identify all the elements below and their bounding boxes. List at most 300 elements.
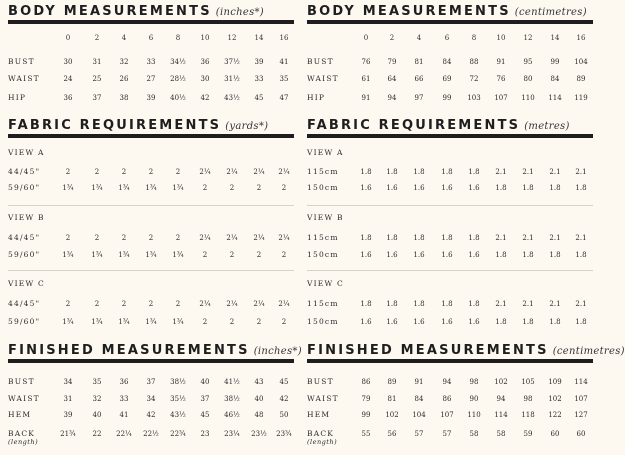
- table-cell: 2: [121, 234, 127, 242]
- table-cell: 40: [200, 378, 210, 386]
- table-cell: 38½: [170, 378, 186, 386]
- table-cell: 1.8: [360, 234, 372, 242]
- table-cell: 1.6: [360, 184, 372, 192]
- table-cell: 2.1: [575, 168, 587, 176]
- table-cell: 39: [146, 94, 156, 102]
- fabric-requirements-title: [307, 118, 570, 133]
- table-cell: 79: [361, 395, 371, 403]
- table-cell: 2: [256, 318, 262, 326]
- table-cell: 2¼: [226, 300, 238, 308]
- size-header: 0: [363, 34, 369, 42]
- table-cell: 103: [467, 94, 481, 102]
- table-cell: 48: [254, 411, 264, 419]
- body-measurements-title: [8, 4, 264, 19]
- table-cell: 2: [256, 184, 262, 192]
- table-cell: 26: [119, 75, 129, 83]
- table-cell: 37: [200, 395, 210, 403]
- finished-row-waist: [8, 392, 294, 406]
- table-cell: 43: [254, 378, 264, 386]
- table-cell: 36: [200, 58, 210, 66]
- table-cell: 36: [119, 378, 129, 386]
- table-cell: 43½: [170, 411, 186, 419]
- table-cell: 1¾: [118, 318, 130, 326]
- table-cell: 42: [279, 395, 289, 403]
- table-cell: 91: [496, 58, 506, 66]
- table-cell: 57: [414, 430, 424, 438]
- table-cell: 94: [496, 395, 506, 403]
- table-cell: 1.6: [468, 251, 480, 259]
- table-cell: 31: [63, 395, 73, 403]
- table-cell: 64: [387, 75, 397, 83]
- table-cell: 2.1: [575, 300, 587, 308]
- size-header: 4: [121, 34, 127, 42]
- table-cell: 2¼: [199, 168, 211, 176]
- table-cell: 41: [279, 58, 289, 66]
- table-cell: 99: [442, 94, 452, 102]
- table-cell: 81: [414, 58, 424, 66]
- table-cell: 102: [494, 378, 508, 386]
- table-cell: 2: [65, 168, 71, 176]
- table-cell: 21¾: [60, 430, 76, 438]
- view-label: VIEW B: [8, 213, 45, 222]
- table-cell: 104: [574, 58, 588, 66]
- table-cell: 33: [146, 58, 156, 66]
- row-label-text: 115cm: [307, 167, 339, 176]
- view-divider: [8, 205, 294, 206]
- row-label-text: HIP: [307, 93, 326, 102]
- fabric-requirements-unit: (metres): [524, 121, 570, 132]
- size-header: 4: [416, 34, 422, 42]
- table-cell: 1.6: [360, 251, 372, 259]
- table-cell: 40½: [170, 94, 186, 102]
- table-cell: 1.6: [441, 318, 453, 326]
- fabric-row: [8, 165, 294, 179]
- table-cell: 109: [548, 378, 562, 386]
- table-cell: 39: [254, 58, 264, 66]
- table-cell: 114: [574, 378, 588, 386]
- table-cell: 41½: [224, 378, 240, 386]
- table-cell: 2: [229, 184, 235, 192]
- table-cell: 2.1: [549, 168, 561, 176]
- row-label-text: BACK: [8, 429, 36, 438]
- table-cell: 2: [229, 318, 235, 326]
- table-cell: 2¼: [226, 168, 238, 176]
- table-cell: 37: [146, 378, 156, 386]
- table-cell: 30: [200, 75, 210, 83]
- table-cell: 2.1: [549, 300, 561, 308]
- table-cell: 1.6: [468, 318, 480, 326]
- fabric-row: [8, 248, 294, 262]
- row-label: [8, 231, 40, 245]
- table-cell: 2: [121, 168, 127, 176]
- table-cell: 1¾: [62, 184, 74, 192]
- table-cell: 33: [119, 395, 129, 403]
- finished-measurements-heading: FINISHED MEASUREMENTS: [8, 343, 250, 358]
- row-label-sub: (length): [307, 438, 338, 446]
- body-measurements-unit: (centimetres): [514, 7, 587, 18]
- body-row-waist: [8, 72, 294, 86]
- table-cell: 34: [146, 395, 156, 403]
- table-cell: 58: [496, 430, 506, 438]
- fabric-requirements-unit: (yards*): [225, 121, 269, 132]
- table-cell: 1.6: [360, 318, 372, 326]
- table-cell: 1.8: [522, 251, 534, 259]
- row-label-text: BUST: [307, 57, 334, 66]
- table-cell: 94: [442, 378, 452, 386]
- table-cell: 1.6: [441, 251, 453, 259]
- table-cell: 2: [281, 251, 287, 259]
- view-label: VIEW A: [8, 148, 45, 157]
- table-cell: 1.6: [386, 184, 398, 192]
- row-label: [307, 408, 330, 422]
- table-cell: 1.6: [413, 184, 425, 192]
- row-label: [8, 181, 40, 195]
- table-cell: 36: [63, 94, 73, 102]
- table-cell: 119: [574, 94, 588, 102]
- table-cell: 127: [574, 411, 588, 419]
- table-cell: 2: [148, 300, 154, 308]
- table-cell: 102: [548, 395, 562, 403]
- table-cell: 1.8: [360, 300, 372, 308]
- table-cell: 1.8: [441, 168, 453, 176]
- table-cell: 1.8: [468, 234, 480, 242]
- table-cell: 1.6: [386, 318, 398, 326]
- row-label-text: 150cm: [307, 183, 339, 192]
- table-cell: 1¾: [145, 184, 157, 192]
- body-measurements-rule: [8, 20, 294, 24]
- size-header: 16: [576, 34, 586, 42]
- table-cell: 2: [94, 168, 100, 176]
- table-cell: 84: [550, 75, 560, 83]
- table-cell: 46½: [224, 411, 240, 419]
- table-cell: 2.1: [522, 168, 534, 176]
- table-cell: 2.1: [549, 234, 561, 242]
- table-cell: 2.1: [522, 234, 534, 242]
- size-header: 14: [254, 34, 264, 42]
- table-cell: 1.8: [413, 234, 425, 242]
- table-cell: 2: [175, 300, 181, 308]
- row-label: [8, 91, 26, 105]
- table-cell: 23¾: [276, 430, 292, 438]
- table-cell: 110: [521, 94, 535, 102]
- table-cell: 2: [65, 234, 71, 242]
- row-label: [8, 408, 31, 422]
- table-cell: 2: [202, 184, 208, 192]
- table-cell: 76: [361, 58, 371, 66]
- table-cell: 2: [94, 234, 100, 242]
- table-cell: 2: [94, 300, 100, 308]
- row-label: [307, 297, 339, 311]
- table-cell: 1.8: [495, 251, 507, 259]
- view-divider: [8, 270, 294, 271]
- table-cell: 2: [229, 251, 235, 259]
- size-header: 14: [550, 34, 560, 42]
- table-cell: 22¾: [170, 430, 186, 438]
- row-label: [8, 55, 35, 69]
- finished-measurements-rule: [8, 359, 294, 363]
- table-cell: 91: [414, 378, 424, 386]
- table-cell: 1.8: [549, 184, 561, 192]
- table-cell: 2: [175, 168, 181, 176]
- table-cell: 1.8: [441, 234, 453, 242]
- finished-row-back: [307, 427, 593, 446]
- table-cell: 39: [63, 411, 73, 419]
- row-label-text: HIP: [8, 93, 27, 102]
- row-label: [307, 72, 339, 86]
- table-cell: 1¾: [91, 251, 103, 259]
- table-cell: 89: [576, 75, 586, 83]
- table-cell: 76: [496, 75, 506, 83]
- table-cell: 81: [387, 395, 397, 403]
- fabric-requirements-heading: FABRIC REQUIREMENTS: [8, 118, 222, 133]
- table-cell: 45: [254, 94, 264, 102]
- table-cell: 86: [442, 395, 452, 403]
- body-row-hip: [8, 91, 294, 105]
- row-label-text: 115cm: [307, 233, 339, 242]
- row-label-text: 59/60": [8, 183, 41, 192]
- table-cell: 35: [92, 378, 102, 386]
- table-cell: 2: [202, 251, 208, 259]
- size-header: 8: [471, 34, 477, 42]
- table-cell: 1.8: [386, 168, 398, 176]
- table-cell: 99: [550, 58, 560, 66]
- table-cell: 28½: [170, 75, 186, 83]
- table-cell: 38: [119, 94, 129, 102]
- size-header-row: [8, 31, 294, 45]
- table-cell: 66: [414, 75, 424, 83]
- row-label: [307, 181, 339, 195]
- row-label-text: 59/60": [8, 317, 41, 326]
- table-cell: 22: [92, 430, 102, 438]
- table-cell: 2¼: [199, 234, 211, 242]
- table-cell: 34½: [170, 58, 186, 66]
- table-cell: 107: [440, 411, 454, 419]
- table-cell: 1.8: [413, 168, 425, 176]
- row-label-text: 150cm: [307, 250, 339, 259]
- fabric-requirements-title: [8, 118, 268, 133]
- view-label: VIEW A: [307, 148, 344, 157]
- table-cell: 2¼: [199, 300, 211, 308]
- table-cell: 2.1: [522, 300, 534, 308]
- table-cell: 55: [361, 430, 371, 438]
- size-header: 6: [444, 34, 450, 42]
- table-cell: 2¼: [278, 234, 290, 242]
- fabric-row: [8, 181, 294, 195]
- table-cell: 2.1: [495, 234, 507, 242]
- view-label: VIEW B: [307, 213, 344, 222]
- row-label-text: WAIST: [8, 394, 40, 403]
- table-cell: 35½: [170, 395, 186, 403]
- finished-row-hem: [307, 408, 593, 422]
- view-label: VIEW C: [8, 279, 45, 288]
- table-cell: 1.8: [441, 300, 453, 308]
- fabric-row: [307, 248, 593, 262]
- table-cell: 2¼: [226, 234, 238, 242]
- size-header: 6: [148, 34, 154, 42]
- finished-row-hem: [8, 408, 294, 422]
- finished-measurements-heading: FINISHED MEASUREMENTS: [307, 343, 549, 358]
- table-cell: 33: [254, 75, 264, 83]
- table-cell: 43½: [224, 94, 240, 102]
- table-cell: 40: [92, 411, 102, 419]
- table-cell: 107: [494, 94, 508, 102]
- table-cell: 1¾: [118, 184, 130, 192]
- table-cell: 2: [121, 300, 127, 308]
- fabric-row: [307, 231, 593, 245]
- table-cell: 86: [361, 378, 371, 386]
- table-cell: 24: [63, 75, 73, 83]
- table-cell: 23¼: [224, 430, 240, 438]
- table-cell: 1.8: [413, 300, 425, 308]
- table-cell: 40: [254, 395, 264, 403]
- table-cell: 2: [175, 234, 181, 242]
- table-cell: 72: [469, 75, 479, 83]
- table-cell: 88: [469, 58, 479, 66]
- table-cell: 1.8: [360, 168, 372, 176]
- row-label-text: BUST: [8, 57, 35, 66]
- table-cell: 32: [119, 58, 129, 66]
- fabric-requirements-rule: [8, 134, 294, 138]
- table-cell: 80: [523, 75, 533, 83]
- size-header: 8: [175, 34, 181, 42]
- view-divider: [307, 270, 593, 271]
- row-label: [8, 165, 40, 179]
- table-cell: 23: [200, 430, 210, 438]
- table-cell: 35: [279, 75, 289, 83]
- table-cell: 56: [387, 430, 397, 438]
- row-label: [8, 297, 40, 311]
- table-cell: 1¾: [91, 184, 103, 192]
- table-cell: 1.8: [575, 184, 587, 192]
- table-cell: 1.8: [575, 318, 587, 326]
- table-cell: 31: [92, 58, 102, 66]
- table-cell: 1¾: [172, 318, 184, 326]
- table-cell: 2: [65, 300, 71, 308]
- table-cell: 102: [385, 411, 399, 419]
- table-cell: 1¾: [145, 318, 157, 326]
- table-cell: 90: [469, 395, 479, 403]
- body-row-bust: [8, 55, 294, 69]
- body-row-bust: [307, 55, 593, 69]
- table-cell: 95: [523, 58, 533, 66]
- table-cell: 110: [467, 411, 481, 419]
- table-cell: 22½: [143, 430, 159, 438]
- table-cell: 2: [281, 318, 287, 326]
- finished-row-back: [8, 427, 294, 446]
- table-cell: 25: [92, 75, 102, 83]
- table-cell: 34: [63, 378, 73, 386]
- row-label: [307, 231, 339, 245]
- body-measurements-unit: (inches*): [215, 7, 264, 18]
- body-measurements-heading: BODY MEASUREMENTS: [8, 4, 212, 19]
- table-cell: 22¼: [116, 430, 132, 438]
- table-cell: 57: [442, 430, 452, 438]
- table-cell: 114: [548, 94, 562, 102]
- table-cell: 79: [387, 58, 397, 66]
- table-cell: 1¾: [62, 251, 74, 259]
- table-cell: 1.8: [468, 168, 480, 176]
- view-divider: [307, 205, 593, 206]
- row-label-text: BUST: [8, 377, 35, 386]
- size-header: 2: [94, 34, 100, 42]
- fabric-row: [307, 165, 593, 179]
- size-header: 0: [65, 34, 71, 42]
- table-cell: 1.8: [386, 300, 398, 308]
- table-cell: 2¼: [253, 234, 265, 242]
- table-cell: 2¼: [278, 300, 290, 308]
- row-label: [8, 315, 40, 329]
- table-cell: 1¾: [172, 251, 184, 259]
- table-cell: 45: [279, 378, 289, 386]
- table-cell: 37: [92, 94, 102, 102]
- table-cell: 1.6: [441, 184, 453, 192]
- table-cell: 1.8: [495, 318, 507, 326]
- size-header: 2: [389, 34, 395, 42]
- fabric-row: [307, 297, 593, 311]
- table-cell: 1.8: [575, 251, 587, 259]
- row-label-text: BACK: [307, 429, 335, 438]
- table-cell: 41: [119, 411, 129, 419]
- table-cell: 60: [550, 430, 560, 438]
- table-cell: 2.1: [495, 300, 507, 308]
- row-label-text: WAIST: [8, 74, 40, 83]
- row-label-text: WAIST: [307, 74, 339, 83]
- size-header: 12: [523, 34, 533, 42]
- row-label: [8, 375, 35, 389]
- table-cell: 97: [414, 94, 424, 102]
- table-cell: 50: [279, 411, 289, 419]
- size-header: 10: [200, 34, 210, 42]
- table-cell: 2.1: [575, 234, 587, 242]
- row-label: [307, 375, 334, 389]
- table-cell: 60: [576, 430, 586, 438]
- row-label: [8, 248, 40, 262]
- table-cell: 107: [574, 395, 588, 403]
- row-label: [8, 72, 40, 86]
- table-cell: 84: [414, 395, 424, 403]
- table-cell: 37½: [224, 58, 240, 66]
- table-cell: 1¾: [172, 184, 184, 192]
- fabric-row: [307, 181, 593, 195]
- fabric-requirements-heading: FABRIC REQUIREMENTS: [307, 118, 521, 133]
- body-row-waist: [307, 72, 593, 86]
- table-cell: 69: [442, 75, 452, 83]
- table-cell: 1.8: [468, 300, 480, 308]
- table-cell: 2¼: [278, 168, 290, 176]
- table-cell: 1.8: [522, 184, 534, 192]
- fabric-row: [8, 231, 294, 245]
- row-label: [8, 392, 40, 406]
- table-cell: 1¾: [145, 251, 157, 259]
- row-label-text: 44/45": [8, 299, 41, 308]
- fabric-row: [8, 297, 294, 311]
- size-header: 12: [227, 34, 237, 42]
- table-cell: 2.1: [495, 168, 507, 176]
- table-cell: 2¼: [253, 300, 265, 308]
- table-cell: 122: [548, 411, 562, 419]
- size-header: 16: [279, 34, 289, 42]
- table-cell: 59: [523, 430, 533, 438]
- row-label: [307, 392, 339, 406]
- table-cell: 32: [92, 395, 102, 403]
- table-cell: 1.6: [413, 318, 425, 326]
- table-cell: 2¼: [253, 168, 265, 176]
- table-cell: 1.6: [386, 251, 398, 259]
- row-label: [307, 55, 334, 69]
- finished-row-bust: [307, 375, 593, 389]
- table-cell: 1.8: [549, 318, 561, 326]
- table-cell: 98: [523, 395, 533, 403]
